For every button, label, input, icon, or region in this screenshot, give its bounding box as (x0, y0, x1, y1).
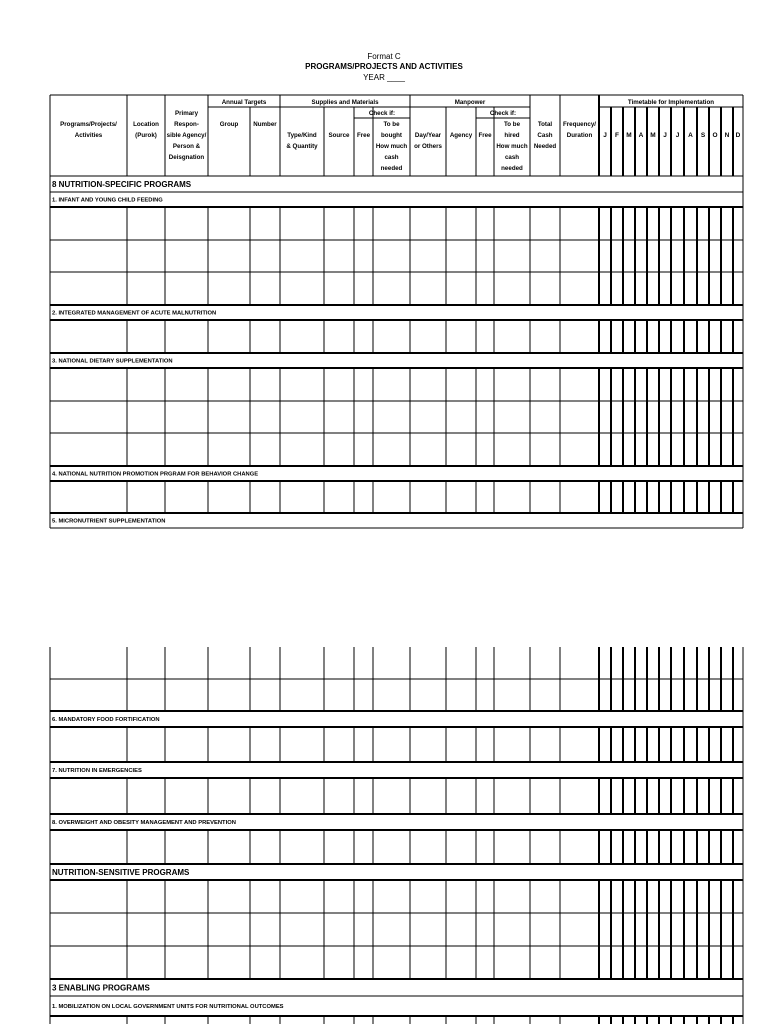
col-free-label: Free (356, 132, 371, 139)
manpower-check-if-label: Check if: (489, 110, 517, 117)
supplies-label: Supplies and Materials (311, 99, 379, 106)
col-programs-label: Programs/Projects/ (60, 121, 117, 128)
col-primary-label: sible Agency/ (166, 132, 207, 139)
col-primary-label: Person & (172, 143, 201, 150)
section-nutrition-sensitive: NUTRITION-SENSITIVE PROGRAMS (52, 867, 190, 877)
year-label: YEAR ____ (363, 73, 405, 82)
col-frequency-label: Frequency/ (562, 121, 597, 128)
col-day-year-label: Day/Year (414, 132, 442, 139)
format-label: Format C (367, 52, 401, 61)
grid-lines (50, 95, 743, 1024)
section-nutrition-specific: 8 NUTRITION-SPECIFIC PROGRAMS (52, 179, 192, 189)
col-group-label: Group (219, 121, 239, 128)
month-label: S (700, 132, 706, 139)
col-to-be-hired-label: How much (496, 143, 528, 150)
col-frequency-label: Duration (566, 132, 593, 139)
grid-labels (52, 99, 741, 1010)
col-type-kind-label: & Quantity (286, 143, 318, 150)
col-primary-label: Primary (174, 110, 199, 117)
col-source-label: Source (328, 132, 350, 139)
program-emergencies: 7. NUTRITION IN EMERGENCIES (52, 768, 142, 775)
col-agency-label: Agency (449, 132, 473, 139)
section-enabling: 3 ENABLING PROGRAMS (52, 983, 150, 993)
program-food-fortification: 6. MANDATORY FOOD FORTIFICATION (52, 717, 160, 724)
col-programs-label: Activities (74, 132, 103, 139)
month-label: D (735, 132, 741, 139)
col-primary-label: Deisgnation (168, 154, 205, 161)
month-label: F (615, 132, 619, 139)
col-location-label: Location (133, 121, 159, 128)
col-free2-label: Free (478, 132, 492, 139)
supplies-check-if-label: Check if: (368, 110, 396, 117)
col-total-cash-label: Cash (537, 132, 553, 139)
month-label: O (712, 132, 718, 139)
col-number-label: Number (253, 121, 277, 128)
col-location-label: (Purok) (135, 132, 157, 139)
col-to-be-hired-label: To be (503, 121, 521, 128)
col-to-be-bought-label: cash (384, 154, 399, 161)
program-overweight-obesity: 8. OVERWEIGHT AND OBESITY MANAGEMENT AND PREVENTION (52, 820, 236, 827)
month-label: A (688, 132, 693, 139)
month-label: A (638, 132, 644, 139)
col-primary-label: Respon- (174, 121, 199, 128)
month-label: M (626, 132, 632, 139)
col-to-be-bought-label: needed (380, 165, 403, 172)
col-to-be-hired-label: hired (504, 132, 520, 139)
col-to-be-bought-label: bought (381, 132, 402, 139)
col-type-kind-label: Type/Kind (287, 132, 317, 139)
program-nutrition-promotion: 4. NATIONAL NUTRITION PROMOTION PRGRAM FOR BEHAVIOR CHANGE (52, 471, 259, 478)
col-to-be-hired-label: needed (501, 165, 523, 172)
col-total-cash-label: Needed (533, 143, 557, 150)
program-dietary-supplementation: 3. NATIONAL DIETARY SUPPLEMENTATION (52, 358, 173, 365)
month-label: J (675, 132, 680, 139)
col-to-be-bought-label: To be (383, 121, 400, 128)
month-label: N (724, 132, 730, 139)
program-lgu-mobilization: 1. MOBILIZATION ON LOCAL GOVERNMENT UNITS FOR NUTRITIONAL OUTCOMES (52, 1004, 284, 1011)
month-label: M (650, 132, 656, 139)
month-label: J (663, 132, 667, 139)
col-to-be-hired-label: cash (504, 154, 520, 161)
document-title: PROGRAMS/PROJECTS AND ACTIVITIES (305, 62, 463, 71)
month-label: J (603, 132, 607, 139)
col-total-cash-label: Total (537, 121, 553, 128)
program-acute-malnutrition: 2. INTEGRATED MANAGEMENT OF ACUTE MALNUTRITION (52, 310, 217, 317)
program-infant-feeding: 1. INFANT AND YOUNG CHILD FEEDING (52, 197, 163, 204)
col-day-year-label: or Others (414, 143, 442, 150)
program-micronutrient: 5. MICRONUTRIENT SUPPLEMENTATION (52, 518, 166, 525)
annual-targets-label: Annual Targets (221, 99, 267, 106)
timetable-label: Timetable for Implementation (627, 99, 715, 106)
manpower-label: Manpower (454, 99, 486, 106)
col-to-be-bought-label: How much (375, 143, 408, 150)
